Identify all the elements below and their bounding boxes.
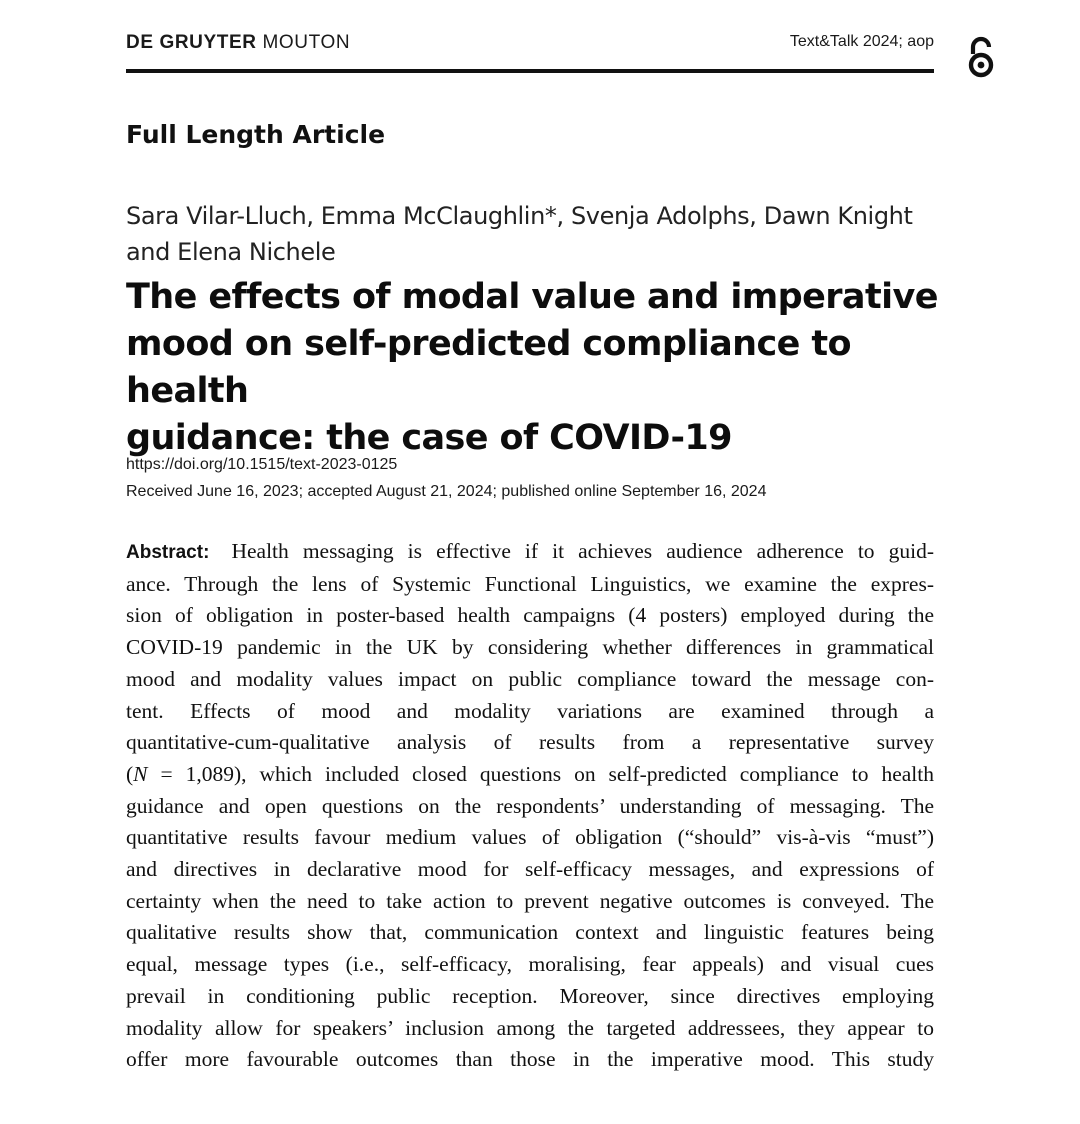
abstract-line: (N = 1,089), which included closed questions on self-predicted compliance to health <box>126 761 934 786</box>
abstract-line: certainty when the need to take action to prevent negative outcomes is conveyed. The <box>126 888 934 913</box>
abstract-label: Abstract: <box>126 542 210 563</box>
abstract-line: qualitative results show that, communication context and linguistic features being <box>126 920 934 945</box>
abstract-line: quantitative-cum-qualitative analysis of results from a representative survey <box>126 730 934 755</box>
abstract-line: equal, message types (i.e., self-efficacy, moralising, fear appeals) and visual cues <box>126 952 934 977</box>
header-rule <box>126 69 934 73</box>
authors-line-1: Sara Vilar-Lluch, Emma McClaughlin*, Svenja Adolphs, Dawn Knight <box>126 202 913 230</box>
abstract-line: sion of obligation in poster-based health campaigns (4 posters) employed during the <box>126 603 934 628</box>
publisher-logo <box>126 32 350 54</box>
publication-dates: Received June 16, 2023; accepted August 21, 2024; published online September 16, 2024 <box>126 483 767 500</box>
abstract-line: and directives in declarative mood for self-efficacy messages, and expressions of <box>126 857 934 882</box>
publisher-name-bold: DE GRUYTER <box>126 32 257 53</box>
abstract-line: ance. Through the lens of Systemic Functional Linguistics, we examine the expres- <box>126 571 934 596</box>
sample-size-symbol: N <box>133 761 148 786</box>
doi-link[interactable]: https://doi.org/10.1515/text-2023-0125 <box>126 456 398 473</box>
article-metadata <box>126 451 934 505</box>
authors-line-2: and Elena Nichele <box>126 238 336 266</box>
journal-reference: Text&Talk 2024; aop <box>789 33 934 50</box>
abstract-line: quantitative results favour medium values of obligation (“should” vis-à-vis “must”) <box>126 825 934 850</box>
open-access-icon[interactable] <box>964 36 998 78</box>
article-type-label: Full Length Article <box>126 120 386 149</box>
abstract-line: offer more favourable outcomes than those in the imperative mood. This study <box>126 1047 934 1072</box>
abstract-line: tent. Effects of mood and modality variations are examined through a <box>126 698 934 723</box>
abstract <box>126 536 934 1076</box>
publisher-name-light: MOUTON <box>262 32 351 53</box>
abstract-line: COVID-19 pandemic in the UK by considering whether differences in grammatical <box>126 635 934 660</box>
article-title <box>126 274 946 462</box>
author-list <box>126 198 934 270</box>
abstract-line: prevail in conditioning public reception. Moreover, since directives employing <box>126 983 934 1008</box>
title-line-3: guidance: the case of COVID-19 <box>126 418 732 458</box>
abstract-line: mood and modality values impact on public compliance toward the message con- <box>126 666 934 691</box>
page-header <box>126 32 934 56</box>
abstract-line: modality allow for speakers’ inclusion among the targeted addressees, they appear to <box>126 1015 934 1040</box>
abstract-line <box>126 536 934 569</box>
abstract-text: Health messaging is effective if it achieves audience adherence to guid- <box>231 539 934 563</box>
abstract-line: guidance and open questions on the respondents’ understanding of messaging. The <box>126 793 934 818</box>
title-line-1: The effects of modal value and imperative <box>126 277 938 317</box>
title-line-2: mood on self-predicted compliance to health <box>126 324 851 411</box>
